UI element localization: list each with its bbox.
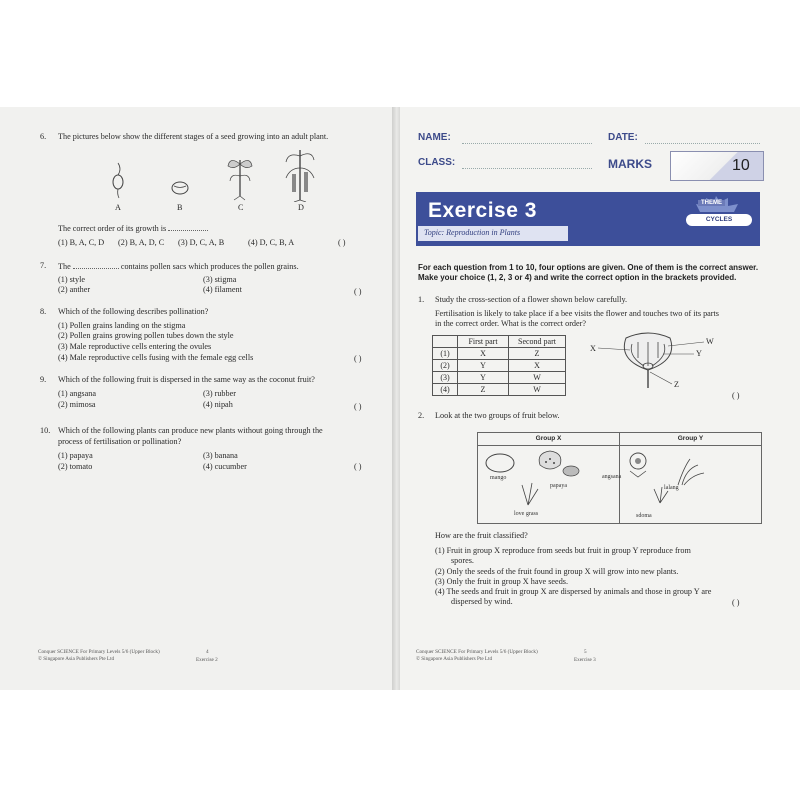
- answer-brackets[interactable]: ( ): [732, 391, 740, 400]
- date-label: DATE:: [608, 132, 638, 143]
- footer-exercise: Exercise 3: [574, 657, 596, 663]
- table-header-row: [433, 336, 566, 348]
- question-text: The contains pollen sacs which produces the pollen grains.: [58, 262, 299, 271]
- diagram-label-w: W: [706, 337, 714, 346]
- table-cell: (1): [433, 348, 458, 360]
- option-2: (2) anther: [58, 285, 91, 294]
- group-y-header: Group Y: [619, 433, 761, 446]
- option-2: (2) Pollen grains growing pollen tubes down the style: [58, 331, 234, 340]
- footer-publisher-line1: Conquer SCIENCE For Primary Levels 5/6 (Upper Block): [38, 649, 160, 655]
- table-row: [433, 372, 566, 384]
- table-cell: Y: [458, 360, 509, 372]
- class-field[interactable]: [462, 168, 592, 169]
- question-text: Study the cross-section of a flower shown below carefully.: [435, 295, 628, 304]
- table-row: [433, 360, 566, 372]
- answer-brackets[interactable]: ( ): [354, 287, 362, 296]
- label-a: A: [115, 203, 121, 212]
- table-header: [433, 336, 458, 348]
- stage-c-seedling-icon: [228, 160, 252, 200]
- option-1: (1) B, A, C, D: [58, 238, 105, 247]
- question-text: Which of the following fruit is dispersed in the same way as the coconut fruit?: [58, 375, 315, 384]
- table-cell: X: [458, 348, 509, 360]
- label-b: B: [177, 203, 183, 212]
- option-2: (2) Only the seeds of the fruit found in group X will grow into new plants.: [435, 567, 679, 576]
- fruit-label: love grass: [514, 511, 539, 517]
- table-cell: W: [509, 384, 566, 396]
- marks-label: MARKS: [608, 157, 652, 171]
- table-header: First part: [458, 336, 509, 348]
- question-text: The pictures below show the different stages of a seed growing into an adult plant.: [58, 132, 329, 141]
- option-2: (2) mimosa: [58, 400, 96, 409]
- table-header: Second part: [509, 336, 566, 348]
- question-number: 1.: [418, 295, 425, 304]
- fruit-groups-table: [477, 432, 762, 524]
- table-row: [433, 348, 566, 360]
- marks-total: 10: [732, 157, 750, 174]
- diagram-label-y: Y: [696, 349, 702, 358]
- answer-brackets[interactable]: ( ): [354, 462, 362, 471]
- table-cell: Z: [509, 348, 566, 360]
- option-1: (1) style: [58, 275, 86, 284]
- table-cell: W: [509, 372, 566, 384]
- fruit-label: mango: [490, 475, 507, 481]
- seed-growth-pictures: [100, 146, 330, 202]
- option-2: (2) B, A, D, C: [118, 238, 165, 247]
- theme-name: CYCLES: [686, 214, 752, 226]
- fruit-label: sdoma: [636, 513, 652, 519]
- option-1: (1) angsana: [58, 389, 96, 398]
- diagram-label-z: Z: [674, 380, 680, 389]
- option-3: (3) D, C, A, B: [178, 238, 225, 247]
- answer-brackets[interactable]: ( ): [354, 402, 362, 411]
- name-field[interactable]: [462, 143, 592, 144]
- question-text: Look at the two groups of fruit below.: [435, 411, 560, 420]
- name-label: NAME:: [418, 132, 451, 143]
- question-number: 7.: [40, 261, 47, 270]
- table-cell: (2): [433, 360, 458, 372]
- question-text: Which of the following describes pollination?: [58, 307, 209, 316]
- option-1: (1) Fruit in group X reproduce from seeds but fruit in group Y reproduce from: [435, 546, 691, 555]
- instructions-line2: Make your choice (1, 2, 3 or 4) and write the correct option in the brackets provided.: [418, 273, 737, 282]
- footer-publisher-line2: © Singapore Asia Publishers Pte Ltd: [38, 656, 115, 662]
- date-field[interactable]: [645, 143, 760, 144]
- flower-cross-section-diagram: [588, 330, 738, 392]
- fruit-label: papaya: [550, 483, 567, 489]
- option-3: (3) stigma: [203, 275, 237, 284]
- answer-brackets[interactable]: ( ): [338, 238, 346, 247]
- option-3: (3) banana: [203, 451, 238, 460]
- question-text-line2: process of fertilisation or pollination?: [58, 437, 182, 446]
- book-spine: [392, 107, 400, 690]
- stage-b-seed-icon: [172, 182, 188, 194]
- option-4: (4) Male reproductive cells fusing with the female egg cells: [58, 353, 254, 362]
- table-row: [433, 384, 566, 396]
- label-c: C: [238, 203, 244, 212]
- question-number: 9.: [40, 375, 47, 384]
- topic-text: Topic: Reproduction in Plants: [424, 228, 521, 237]
- option-4-cont: dispersed by wind.: [451, 597, 513, 606]
- option-4: (4) The seeds and fruit in group X are dispersed by animals and those in group Y are: [435, 587, 712, 596]
- answer-brackets[interactable]: ( ): [732, 598, 740, 607]
- page-number: 4: [206, 649, 209, 655]
- option-4: (4) nipah: [203, 400, 233, 409]
- footer-publisher-line2: © Singapore Asia Publishers Pte Ltd: [416, 656, 493, 662]
- stage-a-seed-icon: [113, 163, 123, 198]
- footer-exercise: Exercise 2: [196, 657, 218, 663]
- table-cell: (4): [433, 384, 458, 396]
- answer-options-table: [432, 335, 566, 396]
- table-cell: Y: [458, 372, 509, 384]
- answer-brackets[interactable]: ( ): [354, 354, 362, 363]
- question-number: 8.: [40, 307, 47, 316]
- fruit-label: lalang: [664, 485, 679, 491]
- stage-d-plant-icon: [286, 150, 314, 202]
- theme-label: THEME: [698, 200, 725, 206]
- question-number: 2.: [418, 411, 425, 420]
- option-1: (1) papaya: [58, 451, 93, 460]
- exercise-title: Exercise 3: [428, 199, 537, 222]
- answer-prompt: The correct order of its growth is: [58, 223, 208, 235]
- page-number: 5: [584, 649, 587, 655]
- option-3: (3) Male reproductive cells entering the ovules: [58, 342, 212, 351]
- option-1: (1) Pollen grains landing on the stigma: [58, 321, 186, 330]
- option-3: (3) Only the fruit in group X have seeds.: [435, 577, 569, 586]
- fill-blank[interactable]: [168, 223, 208, 231]
- question-number: 10.: [40, 426, 51, 435]
- question-prompt: How are the fruit classified?: [435, 531, 528, 540]
- group-x-header: Group X: [478, 433, 619, 446]
- fruit-label: angsana: [602, 474, 622, 480]
- option-3: (3) rubber: [203, 389, 236, 398]
- question-number: 6.: [40, 132, 47, 141]
- class-label: CLASS:: [418, 157, 456, 168]
- question-text-line2: in the correct order. What is the correct order?: [435, 319, 587, 328]
- table-cell: X: [509, 360, 566, 372]
- option-2: (2) tomato: [58, 462, 93, 471]
- fill-blank[interactable]: [73, 261, 119, 269]
- option-4: (4) filament: [203, 285, 242, 294]
- table-cell: Z: [458, 384, 509, 396]
- option-4: (4) cucumber: [203, 462, 247, 471]
- diagram-label-x: X: [590, 344, 596, 353]
- footer-publisher-line1: Conquer SCIENCE For Primary Levels 5/6 (Upper Block): [416, 649, 538, 655]
- option-1-cont: spores.: [451, 556, 474, 565]
- question-text-line1: Fertilisation is likely to take place if a bee visits the flower and touches two of its parts: [435, 309, 719, 318]
- question-text-line1: Which of the following plants can produce new plants without going through the: [58, 426, 323, 435]
- table-cell: (3): [433, 372, 458, 384]
- option-4: (4) D, C, B, A: [248, 238, 295, 247]
- instructions-line1: For each question from 1 to 10, four options are given. One of them is the correct answer.: [418, 263, 759, 272]
- label-d: D: [298, 203, 304, 212]
